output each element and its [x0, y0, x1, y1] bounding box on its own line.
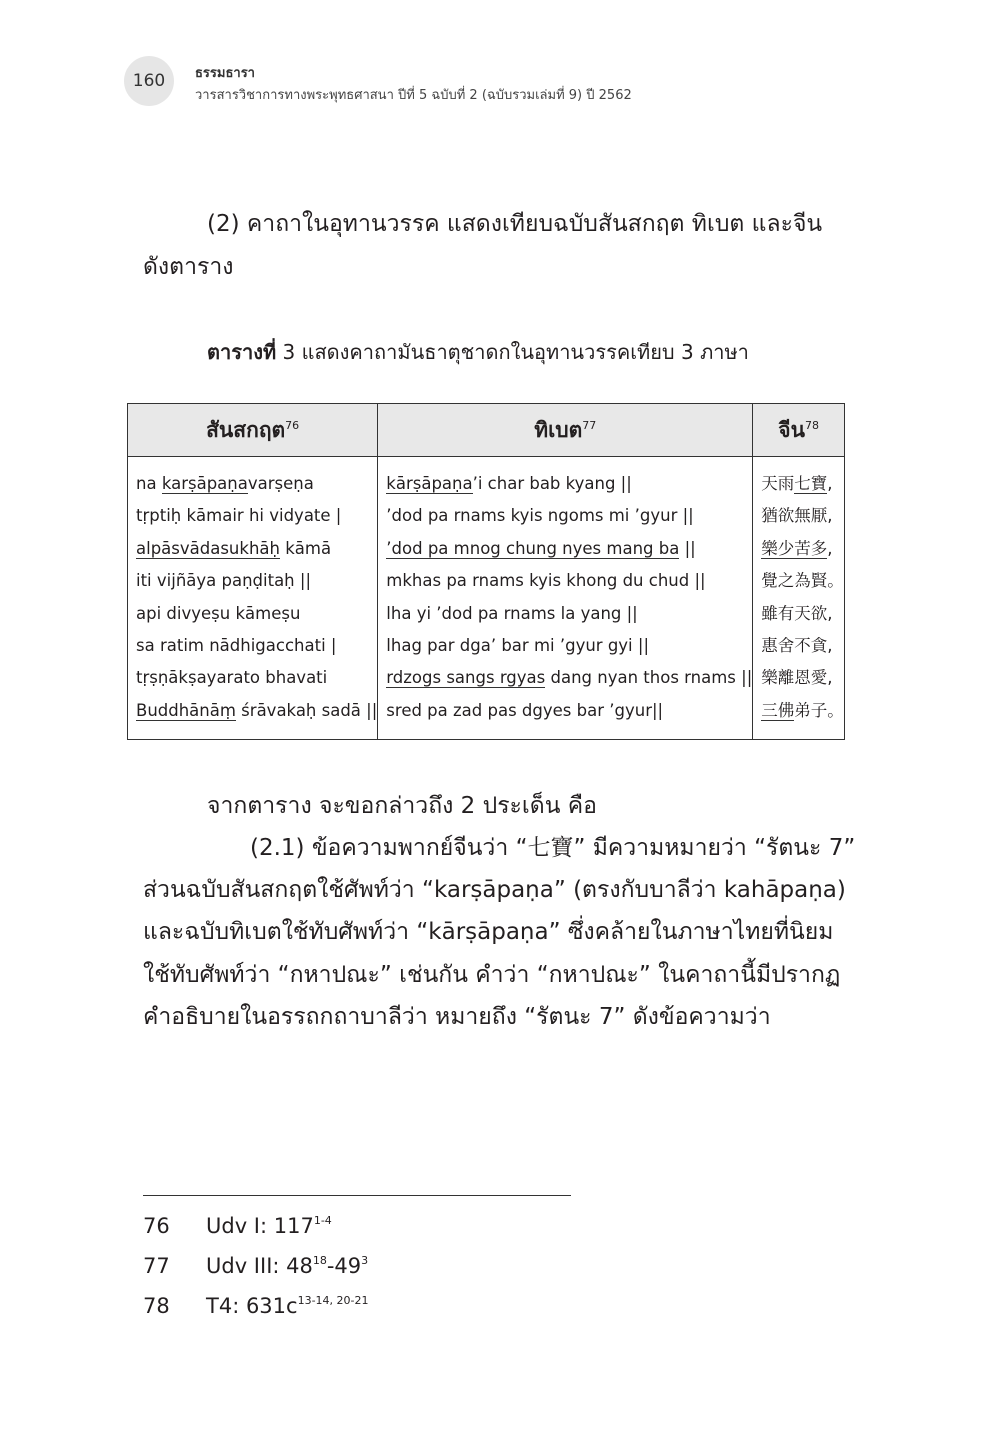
chinese-line-3: [761, 535, 844, 567]
text-segment: kāmā: [279, 538, 332, 558]
table-header-row: [128, 404, 845, 457]
sanskrit-line-2: tṛptiḥ kāmair hi vidyate |: [136, 506, 342, 526]
header-tibetan-label: ทิเบต: [534, 417, 583, 442]
underlined-term: ’dod pa mnog chung nyes mang ba: [386, 538, 680, 558]
table-caption: [207, 336, 749, 368]
footnote-separator: [143, 1195, 571, 1196]
page-number: 160: [132, 71, 166, 91]
text-segment: ’i char bab kyang ||: [472, 474, 632, 493]
chinese-cell: [753, 457, 845, 740]
chinese-line-8: [761, 697, 844, 729]
underlined-term: karṣāpaṇa: [161, 474, 248, 493]
sanskrit-line-6: sa ratim nādhigacchati |: [136, 635, 337, 655]
body-paragraph-2-line-1: (2.1) ข้อความพากย์จีนว่า “七寶” มีความหมายว่า “รัตนะ 7”: [250, 835, 856, 861]
tibetan-line-8: sred pa zad pas dgyes bar ’gyur||: [386, 700, 664, 720]
journal-subtitle: วารสารวิชาการทางพระพุทธศาสนา ปีที่ 5 ฉบับที่ 2 (ฉบับรวมเล่มที่ 9) ปี 2562: [195, 88, 632, 103]
chinese-line-2: 猶欲無厭,: [761, 506, 833, 526]
footnote-superscript: 13-14, 20-21: [297, 1294, 369, 1307]
underlined-term: kārṣāpaṇa: [386, 474, 473, 493]
text-segment: ,: [827, 474, 833, 493]
table-caption-text: 3 แสดงคาถามันธาตุชาดกในอุทานวรรคเทียบ 3 ภาษา: [276, 340, 749, 364]
chinese-line-7: 樂離恩愛,: [761, 668, 833, 688]
underlined-term: 樂少苦多: [761, 538, 828, 558]
underlined-term: 七寶: [794, 474, 828, 493]
footnote-text: Udv I: 117: [206, 1214, 314, 1238]
footnote-text-tail: -49: [326, 1254, 362, 1278]
body-paragraph-2-line-3: และฉบับทิเบตใช้ทับศัพท์ว่า “kārṣāpaṇa” ซึ่งคล้ายในภาษาไทยที่นิยม: [143, 919, 834, 945]
sanskrit-line-8: [136, 697, 377, 729]
footnote-ref-76: 76: [285, 418, 300, 432]
footnote-ref-78: 78: [804, 418, 819, 432]
underlined-term: rdzogs sangs rgyas: [386, 668, 546, 688]
header-sanskrit-label: สันสกฤต: [206, 417, 286, 442]
body-paragraph-1: จากตาราง จะขอกล่าวถึง 2 ประเด็น คือ: [207, 793, 597, 819]
header-chinese: [753, 404, 845, 457]
header-chinese-label: จีน: [778, 417, 805, 442]
header-sanskrit: [128, 404, 378, 457]
tibetan-line-1: [386, 470, 752, 502]
footnote-76: [143, 1214, 332, 1238]
comparison-table: [127, 403, 845, 740]
sanskrit-line-3: [136, 535, 377, 567]
intro-line-2: ดังตาราง: [143, 254, 234, 280]
text-segment: varṣeṇa: [247, 474, 314, 493]
footnote-ref-77: 77: [582, 418, 597, 432]
sanskrit-line-5: api divyeṣu kāmeṣu: [136, 603, 301, 623]
footnote-number: 76: [143, 1214, 170, 1238]
footnote-text: T4: 631c: [206, 1294, 298, 1318]
text-segment: śrāvakaḥ sadā ||: [235, 700, 378, 720]
body-paragraph-2-line-2: ส่วนฉบับสันสกฤตใช้ศัพท์ว่า “karṣāpaṇa” (ตรงกับบาลีว่า kahāpaṇa): [143, 877, 846, 903]
footnote-78: [143, 1294, 369, 1318]
intro-line-1: (2) คาถาในอุทานวรรค แสดงเทียบฉบับสันสกฤต ทิเบต และจีน: [207, 211, 823, 237]
chinese-line-5: 雖有天欲,: [761, 603, 833, 623]
footnote-text: Udv III: 48: [206, 1254, 313, 1278]
footnote-number: 78: [143, 1294, 170, 1318]
tibetan-line-7: [386, 664, 752, 696]
footnote-superscript-tail: 3: [361, 1254, 369, 1267]
table-row: [128, 457, 845, 740]
text-segment: 弟子。: [794, 700, 844, 720]
chinese-line-4: 覺之為賢。: [761, 571, 844, 591]
tibetan-line-2: ’dod pa rnams kyis ngoms mi ’gyur ||: [386, 506, 694, 526]
page-number-badge: [124, 56, 174, 106]
underlined-term: 三佛: [761, 700, 795, 720]
sanskrit-cell: [128, 457, 378, 740]
sanskrit-line-7: tṛṣṇākṣayarato bhavati: [136, 668, 328, 688]
sanskrit-line-1: [136, 470, 377, 502]
table-caption-label: ตารางที่: [207, 340, 277, 364]
body-paragraph-2-line-4: ใช้ทับศัพท์ว่า “กหาปณะ” เช่นกัน คำว่า “กหาปณะ” ในคาถานี้มีปรากฏ: [143, 962, 841, 988]
underlined-term: Buddhānāṃ: [136, 700, 236, 720]
text-segment: na: [136, 474, 162, 493]
text-segment: dang nyan thos rnams ||: [545, 668, 753, 688]
chinese-line-6: 惠舍不貪,: [761, 635, 833, 655]
tibetan-cell: [378, 457, 753, 740]
text-segment: ,: [827, 538, 833, 558]
journal-name: ธรรมธารา: [195, 66, 255, 81]
text-segment: ||: [679, 538, 696, 558]
footnote-superscript: 18: [312, 1254, 327, 1267]
tibetan-line-3: [386, 535, 752, 567]
body-paragraph-2-line-5: คำอธิบายในอรรถกถาบาลีว่า หมายถึง “รัตนะ 7” ดังข้อความว่า: [143, 1004, 771, 1030]
tibetan-line-4: mkhas pa rnams kyis khong du chud ||: [386, 571, 706, 591]
footnote-number: 77: [143, 1254, 170, 1278]
text-segment: 天雨: [761, 474, 795, 493]
header-tibetan: [378, 404, 753, 457]
sanskrit-line-4: iti vijñāya paṇḍitaḥ ||: [136, 571, 312, 591]
footnote-superscript: 1-4: [313, 1214, 332, 1227]
chinese-line-1: [761, 470, 844, 502]
tibetan-line-6: lhag par dga’ bar mi ’gyur gyi ||: [386, 635, 649, 655]
footnote-77: [143, 1254, 368, 1278]
underlined-term: alpāsvādasukhāḥ: [136, 538, 280, 558]
tibetan-line-5: lha yi ’dod pa rnams la yang ||: [386, 603, 638, 623]
